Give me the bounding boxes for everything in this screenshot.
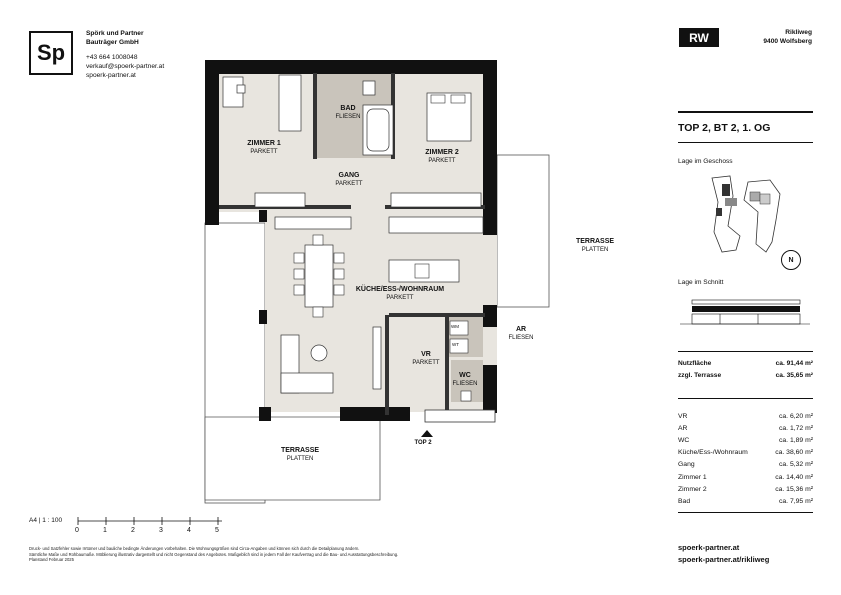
footer-web[interactable]: spoerk-partner.at [678, 543, 740, 552]
room-label-ar: AR FLIESEN [508, 326, 534, 341]
disclaimer: Druck- und Satzfehler sowie Irrtümer und bauliche bedingte Änderungen vorbehalten. Die Wohnungsgrößen sind Circa-Angaben und können sich durch die Detailplanung ändern. Sämtliche Maße und Rohbaumaße. Möblierung illustrativ dargestellt und nicht Gegenstand des Angebotes. Maßgeblich sind in jedem Fall der Kaufvertrag und die Bau- und Ausstattungsbeschreibung. Planstand Februar 2025 [29, 546, 399, 563]
company-name-1: Spörk und Partner [86, 30, 144, 37]
project-tag: RW [679, 28, 719, 47]
section-diagram [680, 292, 810, 334]
scale-tick: 1 [103, 527, 107, 534]
table-row: Zimmer 2 ca. 15,36 m² [678, 485, 813, 493]
company-name-2: Bauträger GmbH [86, 39, 139, 46]
room-label-zimmer1: ZIMMER 1 PARKETT [247, 140, 281, 155]
table-row: Zimmer 1 ca. 14,40 m² [678, 473, 813, 481]
scale-tick: 0 [75, 527, 79, 534]
entrance-label: TOP 2 [414, 440, 432, 446]
nutzflaeche-label: Nutzfläche [678, 360, 712, 367]
room-label-wc: WC FLIESEN [452, 372, 478, 387]
wm-label: WM [451, 324, 459, 329]
project-street: Rikliweg [785, 29, 812, 36]
room-label-terrasse-bottom: TERRASSE PLATTEN [280, 447, 320, 462]
divider [678, 142, 813, 143]
scale-tick: 3 [159, 527, 163, 534]
room-label-vr: VR PARKETT [412, 351, 440, 366]
footer-web-page[interactable]: spoerk-partner.at/rikliweg [678, 555, 770, 564]
room-label-bad: BAD FLIESEN [335, 105, 361, 120]
company-web[interactable]: spoerk-partner.at [86, 72, 136, 79]
divider [678, 351, 813, 352]
divider [678, 111, 813, 113]
project-city: 9400 Wolfsberg [763, 38, 812, 45]
room-label-terrasse-right: TERRASSE PLATTEN [575, 238, 615, 253]
room-label-kueche: KÜCHE/ESS-/WOHNRAUM PARKETT [355, 286, 445, 301]
scale-tick: 5 [215, 527, 219, 534]
terrasse-value: ca. 35,65 m² [775, 372, 813, 379]
floor-plan [195, 55, 565, 510]
table-row: Gang ca. 5,32 m² [678, 461, 813, 469]
room-label-zimmer2: ZIMMER 2 PARKETT [425, 149, 459, 164]
scale-bar [76, 516, 226, 526]
lage-geschoss-label: Lage im Geschoss [678, 158, 733, 165]
table-row: VR ca. 6,20 m² [678, 412, 813, 420]
table-row: Küche/Ess-/Wohnraum ca. 38,60 m² [678, 449, 813, 457]
lage-schnitt-label: Lage im Schnitt [678, 279, 724, 286]
divider [678, 512, 813, 513]
room-area-table [678, 410, 813, 508]
company-logo: Sp [29, 31, 73, 75]
room-label-gang: GANG PARKETT [335, 172, 363, 187]
scale-tick: 2 [131, 527, 135, 534]
divider [678, 398, 813, 399]
nutzflaeche-value: ca. 91,44 m² [775, 360, 813, 367]
unit-title: TOP 2, BT 2, 1. OG [678, 122, 771, 134]
company-phone[interactable]: +43 664 1008048 [86, 54, 138, 61]
company-email[interactable]: verkauf@spoerk-partner.at [86, 63, 165, 70]
table-row: Bad ca. 7,95 m² [678, 497, 813, 505]
table-row: AR ca. 1,72 m² [678, 424, 813, 432]
table-row: WC ca. 1,89 m² [678, 436, 813, 444]
scale-tick: 4 [187, 527, 191, 534]
wt-label: WT [452, 342, 459, 347]
north-arrow-icon: N [781, 250, 801, 270]
scale-label: A4 | 1 : 100 [29, 517, 63, 524]
terrasse-label: zzgl. Terrasse [678, 372, 722, 379]
